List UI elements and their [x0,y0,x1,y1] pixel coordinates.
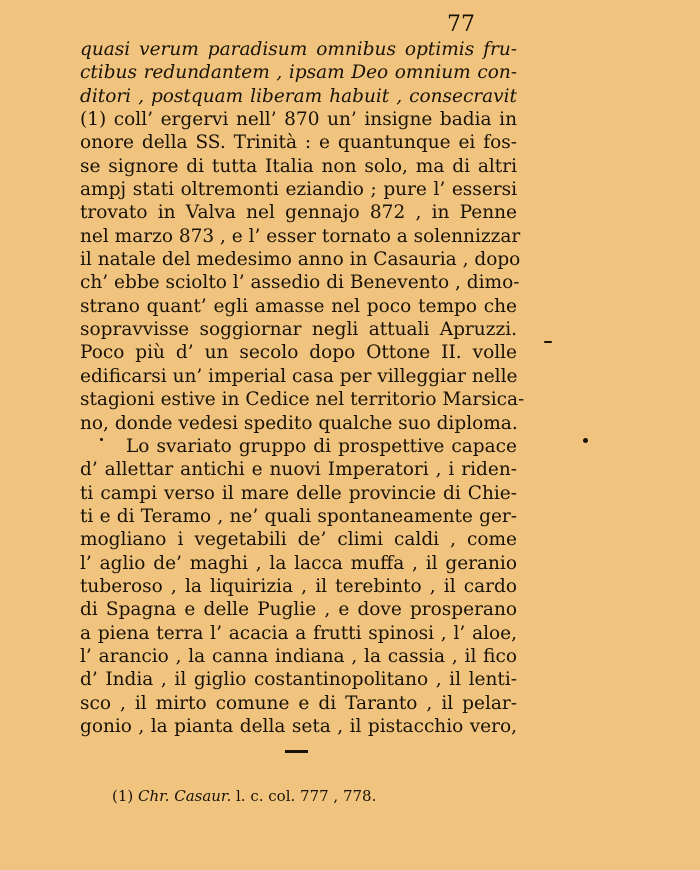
text-line: Lo svariato gruppo di prospettive capace [126,435,517,457]
text-line: Poco più d’ un secolo dopo Ottone II. volle [80,342,517,364]
ink-speck [100,438,103,441]
text-line: l’ aglio de’ maghi , la lacca muffa , il geranio [80,552,517,574]
text-line: il natale del medesimo anno in Casauria , dopo [80,249,521,271]
text-line: a piena terra l’ acacia a frutti spinosi , l’ aloe, [80,622,517,644]
text-line: nel marzo 873 , e l’ esser tornato a solennizzar [80,225,521,247]
text-line: gonio , la pianta della seta , il pistacchio vero, [80,715,517,737]
text-line: quasi verum paradisum omnibus optimis fru- [80,39,517,60]
text-line: d’ allettar antichi e nuovi Imperatori , i riden- [80,459,517,481]
text-line: d’ India , il giglio costantinopolitano , il lenti- [80,669,517,691]
text-line: (1) coll’ ergervi nell’ 870 un’ insigne badia in [80,109,517,131]
footnote-source: Chr. Casaur. [138,787,232,805]
text-line: l’ arancio , la canna indiana , la cassia , il fico [80,645,517,667]
footnote-separator [285,750,308,753]
footnote-reference: l. c. col. 777 , 778. [231,787,377,805]
text-line: sopravvisse soggiornar negli attuali Apruzzi. [80,319,517,341]
text-line: di Spagna e delle Puglie , e dove prosperano [80,599,517,621]
text-line: se signore di tutta Italia non solo, ma di altri [80,155,517,177]
text-line: sco , il mirto comune e di Taranto , il pelar- [80,692,517,714]
text-line: ti campi verso il mare delle provincie di Chie- [80,482,517,504]
text-line: ampj stati oltremonti eziandio ; pure l’ essersi [80,179,517,201]
text-line: stagioni estive in Cedice nel territorio Marsica- [80,389,525,411]
text-line: strano quant’ egli amasse nel poco tempo che [80,295,517,317]
body-text [80,38,525,738]
text-line: no, donde vedesi spedito qualche suo diploma. [80,412,518,434]
text-line: ditori , postquam liberam habuit , consecravit [80,85,517,107]
text-line: ti e di Teramo , ne’ quali spontaneamente ger- [80,505,517,527]
text-line: onore della SS. Trinità : e quantunque ei fos- [80,132,517,154]
text-line: edificarsi un’ imperial casa per villeggiar nelle [80,365,518,387]
page-number: 77 [447,12,475,37]
ink-speck [583,438,588,443]
footnote-marker: (1) [112,787,139,805]
text-line: ch’ ebbe sciolto l’ assedio di Benevento , dimo- [80,272,520,294]
text-line: trovato in Valva nel gennajo 872 , in Penne [80,202,517,224]
text-line: ctibus redundantem , ipsam Deo omnium con- [80,62,517,84]
text-line: mogliano i vegetabili de’ climi caldi , come [80,529,517,551]
text-line: tuberoso , la liquirizia , il terebinto , il cardo [80,575,517,597]
ink-speck [544,341,552,343]
footnote [112,786,376,806]
